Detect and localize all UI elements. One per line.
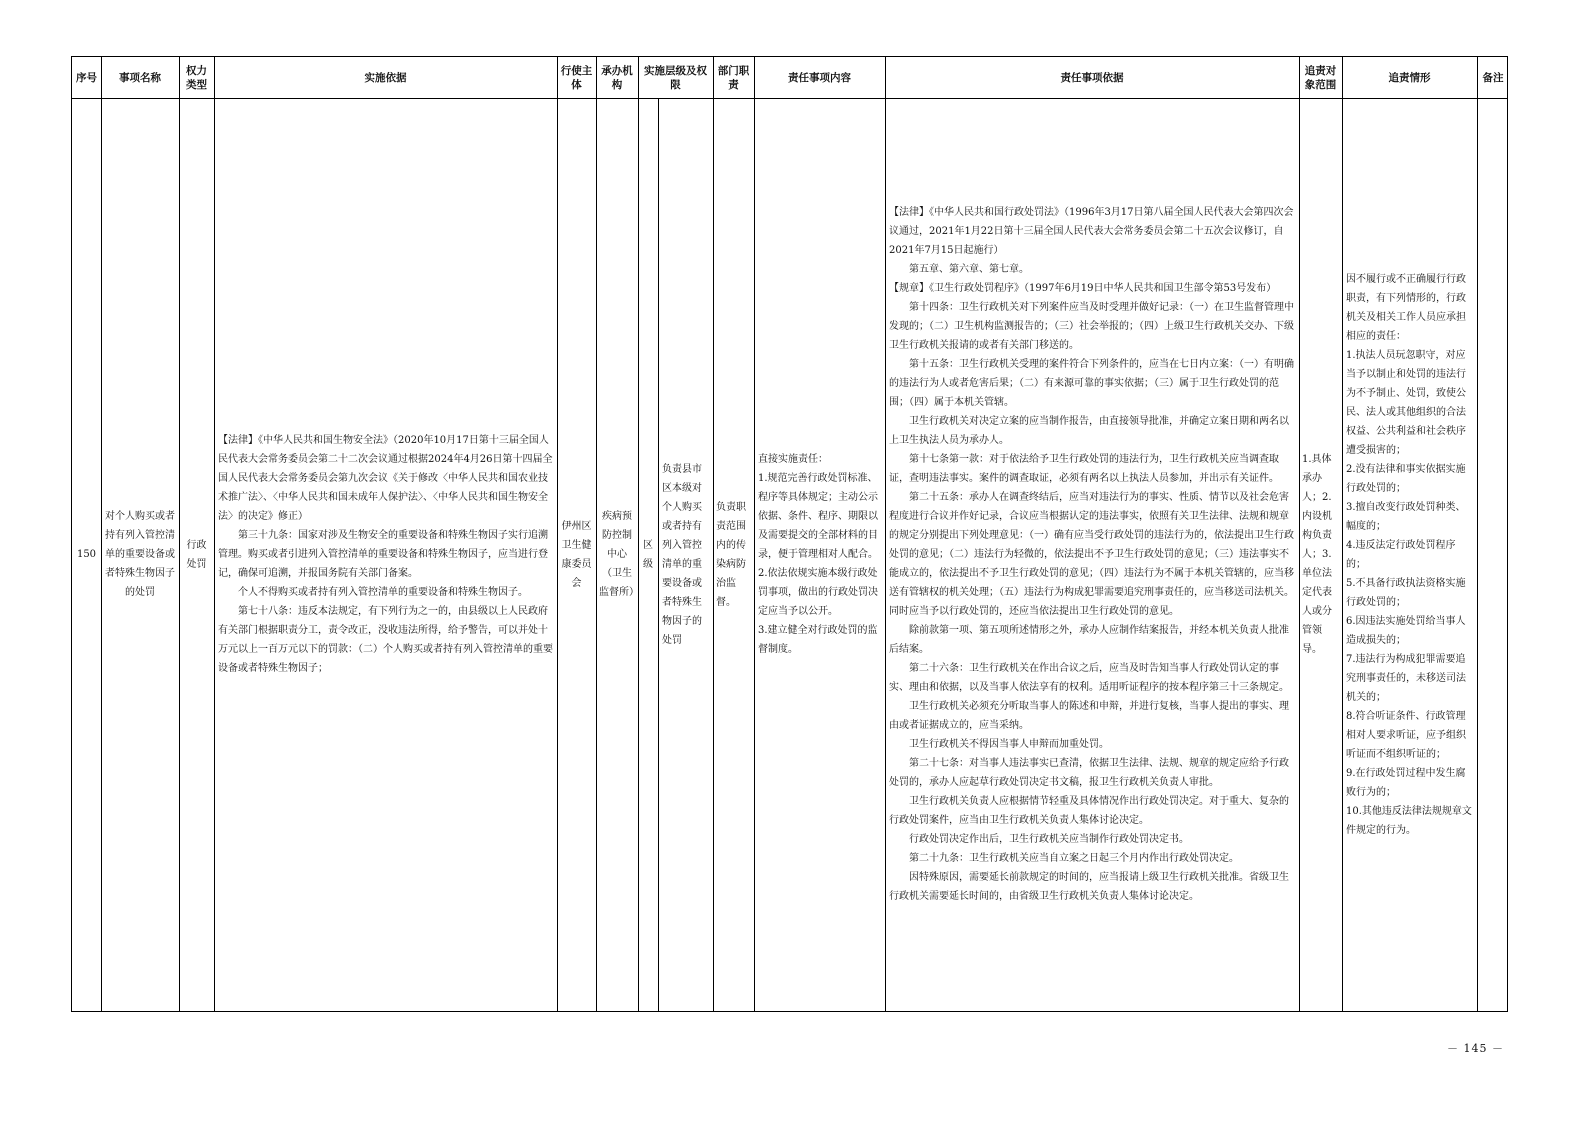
resp-basis-paragraph: 因特殊原因，需要延长前款规定的时间的，应当报请上级卫生行政机关批准。省级卫生行政机关需要延长时间的，由省级卫生行政机关负责人集体讨论决定。 — [889, 872, 1289, 902]
header-accountability: 追责情形 — [1388, 71, 1431, 84]
row-agency: 疾病预防控制中心（卫生监督所） — [599, 511, 639, 598]
accountability-paragraph: 10.其他违反法律法规规章文件规定的行为。 — [1346, 805, 1472, 836]
resp-basis-text — [889, 203, 1295, 906]
accountability-paragraph: 4.违反法定行政处罚程序的； — [1346, 539, 1456, 570]
basis-text — [218, 431, 553, 678]
accountability-paragraph: 因不履行或不正确履行行政职责，有下列情形的，行政机关及相关工作人员应承担相应的责任： — [1346, 273, 1466, 342]
row-resp-content — [754, 98, 885, 1011]
accountability-paragraph: 3.擅自改变行政处罚种类、幅度的； — [1346, 501, 1466, 532]
resp-basis-paragraph: 行政处罚决定作出后，卫生行政机关应当制作行政处罚决定书。 — [909, 834, 1189, 845]
row-item-name: 对个人购买或者持有列入管控清单的重要设备或者特殊生物因子的处罚 — [105, 511, 175, 598]
resp-basis-paragraph: 第二十六条：卫生行政机关在作出合议之后，应当及时告知当事人行政处罚认定的事实、理由和依据，以及当事人依法享有的权利。适用听证程序的按本程序第三十三条规定。 — [889, 663, 1289, 693]
accountability-text — [1346, 270, 1473, 840]
resp-basis-paragraph: 卫生行政机关对决定立案的应当制作报告，由直接领导批准，并确定立案日期和两名以上卫生执法人员为承办人。 — [889, 416, 1289, 446]
resp-basis-paragraph: 第二十九条：卫生行政机关应当自立案之日起三个月内作出行政处罚决定。 — [909, 853, 1239, 864]
accountability-paragraph: 5.不具备行政执法资格实施行政处罚的； — [1346, 577, 1466, 608]
resp-basis-paragraph: 第十七条第一款：对于依法给予卫生行政处罚的违法行为，卫生行政机关应当调查取证，查明违法事实。案件的调查取证，必须有两名以上执法人员参加，并出示有关证件。 — [889, 454, 1279, 484]
row-dept-duty: 负责职责范围内的传染病防治监督。 — [716, 501, 746, 608]
accountability-paragraph: 6.因违法实施处罚给当事人造成损失的； — [1346, 615, 1466, 646]
resp-basis-paragraph: 第五章、第六章、第七章。 — [909, 264, 1029, 275]
resp-basis-paragraph: 卫生行政机关不得因当事人申辩而加重处罚。 — [909, 739, 1109, 750]
row-accountability — [1342, 98, 1477, 1011]
basis-paragraph: 【法律】《中华人民共和国生物安全法》（2020年10月17日第十三届全国人民代表大会常务委员会第二十二次会议通过根据2024年4月26日第十四届全国人民代表大会常务委员会第九次会议《关于修改〈中华人民共和国农业技术推广法〉、〈中华人民共和国未成年人保护法〉、〈中华人民共和国生物安全法〉的决定》修正） — [218, 435, 553, 522]
resp-basis-paragraph: 第十五条：卫生行政机关受理的案件符合下列条件的，应当在七日内立案：（一）有明确的违法行为人或者危害后果；（二）有来源可靠的事实依据；（三）属于卫生行政处罚的范围；（四）属于本机关管辖。 — [889, 359, 1294, 408]
header-power-type: 权力类型 — [186, 64, 207, 91]
row-level — [638, 98, 713, 1011]
header-agency: 承办机构 — [601, 64, 633, 91]
resp-basis-paragraph: 第二十五条：承办人在调查终结后，应当对违法行为的事实、性质、情节以及社会危害程度进行合议并作好记录，合议应当根据认定的违法事实，依照有关卫生法律、法规和规章的规定分别提出下列处理意见：（一）确有应当受行政处罚的违法行为的，依法提出卫生行政处罚的意见；（二）违法行为轻微的，依法提出不予卫生行政处罚的意见；（三）违法事实不能成立的，依法提出不予卫生行政处罚的意见；（四）违法行为不属于本机关管辖的，应当移送有管辖权的机关处理；（五）违法行为构成犯罪需要追究刑事责任的，应当移送司法机关。同时应当予以行政处罚的，还应当依法提出卫生行政处罚的意见。 — [889, 492, 1294, 617]
responsibility-table — [71, 56, 1508, 1012]
header-seq: 序号 — [76, 71, 97, 84]
accountability-paragraph: 1.执法人员玩忽职守，对应当予以制止和处罚的违法行为不予制止、处罚，致使公民、法人或其他组织的合法权益、公共利益和社会秩序遭受损害的； — [1346, 349, 1466, 456]
row-scope: 1.具体承办人；2.内设机构负责人；3.单位法定代表人或分管领导。 — [1302, 454, 1332, 655]
resp-content-text — [758, 450, 881, 659]
header-basis: 实施依据 — [364, 71, 407, 84]
level-value: 区级 — [638, 98, 659, 1011]
resp-content-paragraph: 3.建立健全对行政处罚的监督制度。 — [758, 625, 878, 655]
header-resp-content: 责任事项内容 — [788, 71, 851, 84]
header-remarks: 备注 — [1482, 71, 1504, 84]
resp-basis-paragraph: 卫生行政机关负责人应根据情节轻重及具体情况作出行政处罚决定。对于重大、复杂的行政处罚案件，应当由卫生行政机关负责人集体讨论决定。 — [889, 796, 1289, 826]
basis-paragraph: 第七十八条：违反本法规定，有下列行为之一的，由县级以上人民政府有关部门根据职责分工，责令改正，没收违法所得，给予警告，可以并处十万元以上一百万元以下的罚款：（二）个人购买或者持有列入管控清单的重要设备或者特殊生物因子； — [218, 606, 553, 674]
resp-content-paragraph: 1.规范完善行政处罚标准、程序等具体规定；主动公示依据、条件、程序、期限以及需要提交的全部材料的目录，便于管理相对人配合。 — [758, 473, 878, 560]
accountability-paragraph: 7.违法行为构成犯罪需要追究刑事责任的，未移送司法机关的； — [1346, 653, 1466, 703]
level-authority: 负责县市区本级对个人购买或者持有列入管控清单的重要设备或者特殊生物因子的处罚 — [662, 463, 702, 646]
resp-basis-paragraph: 第二十七条：对当事人违法事实已查清，依据卫生法律、法规、规章的规定应给予行政处罚的，承办人应起草行政处罚决定书文稿，报卫生行政机关负责人审批。 — [889, 758, 1289, 788]
resp-basis-paragraph: 【规章】《卫生行政处罚程序》（1997年6月19日中华人民共和国卫生部令第53号发布） — [889, 283, 1277, 294]
row-power-type: 行政处罚 — [186, 539, 207, 570]
row-basis — [214, 98, 557, 1011]
resp-basis-paragraph: 第十四条：卫生行政机关对下列案件应当及时受理并做好记录：（一）在卫生监督管理中发现的；（二）卫生机构监测报告的；（三）社会举报的；（四）上级卫生行政机关交办、下级卫生行政机关报请的或者有关部门移送的。 — [889, 302, 1294, 351]
header-subject: 行使主体 — [560, 64, 593, 91]
resp-basis-paragraph: 除前款第一项、第五项所述情形之外，承办人应制作结案报告，并经本机关负责人批准后结案。 — [889, 625, 1289, 655]
header-item-name: 事项名称 — [119, 71, 161, 84]
row-seq: 150 — [76, 549, 97, 560]
row-subject: 伊州区卫生健康委员会 — [561, 520, 592, 589]
resp-content-paragraph: 直接实施责任： — [758, 454, 828, 465]
page-number: － 145 － — [1447, 1042, 1504, 1055]
row-remarks — [1477, 98, 1509, 1011]
basis-paragraph: 个人不得购买或者持有列入管控清单的重要设备和特殊生物因子。 — [238, 587, 528, 598]
resp-content-paragraph: 2.依法依规实施本级行政处罚事项，做出的行政处罚决定应当予以公开。 — [758, 568, 878, 617]
header-scope: 追责对象范围 — [1304, 64, 1337, 91]
accountability-paragraph: 9.在行政处罚过程中发生腐败行为的； — [1346, 767, 1466, 798]
header-level: 实施层级及权限 — [644, 64, 707, 91]
resp-basis-paragraph: 卫生行政机关必须充分听取当事人的陈述和申辩，并进行复核，当事人提出的事实、理由或者证据成立的，应当采纳。 — [889, 701, 1289, 731]
header-resp-basis: 责任事项依据 — [1060, 71, 1124, 84]
accountability-paragraph: 8.符合听证条件、行政管理相对人要求听证，应予组织听证而不组织听证的； — [1346, 710, 1466, 760]
accountability-paragraph: 2.没有法律和事实依据实施行政处罚的； — [1346, 463, 1466, 494]
header-dept-duty: 部门职责 — [717, 64, 750, 91]
resp-basis-paragraph: 【法律】《中华人民共和国行政处罚法》（1996年3月17日第八届全国人民代表大会第四次会议通过，2021年1月22日第十三届全国人民代表大会常务委员会第二十五次会议修订，自2021年7月15日起施行） — [889, 207, 1294, 256]
basis-paragraph: 第三十九条：国家对涉及生物安全的重要设备和特殊生物因子实行追溯管理。购买或者引进列入管控清单的重要设备和特殊生物因子，应当进行登记，确保可追溯，并报国务院有关部门备案。 — [218, 530, 548, 579]
row-resp-basis — [885, 98, 1299, 1011]
